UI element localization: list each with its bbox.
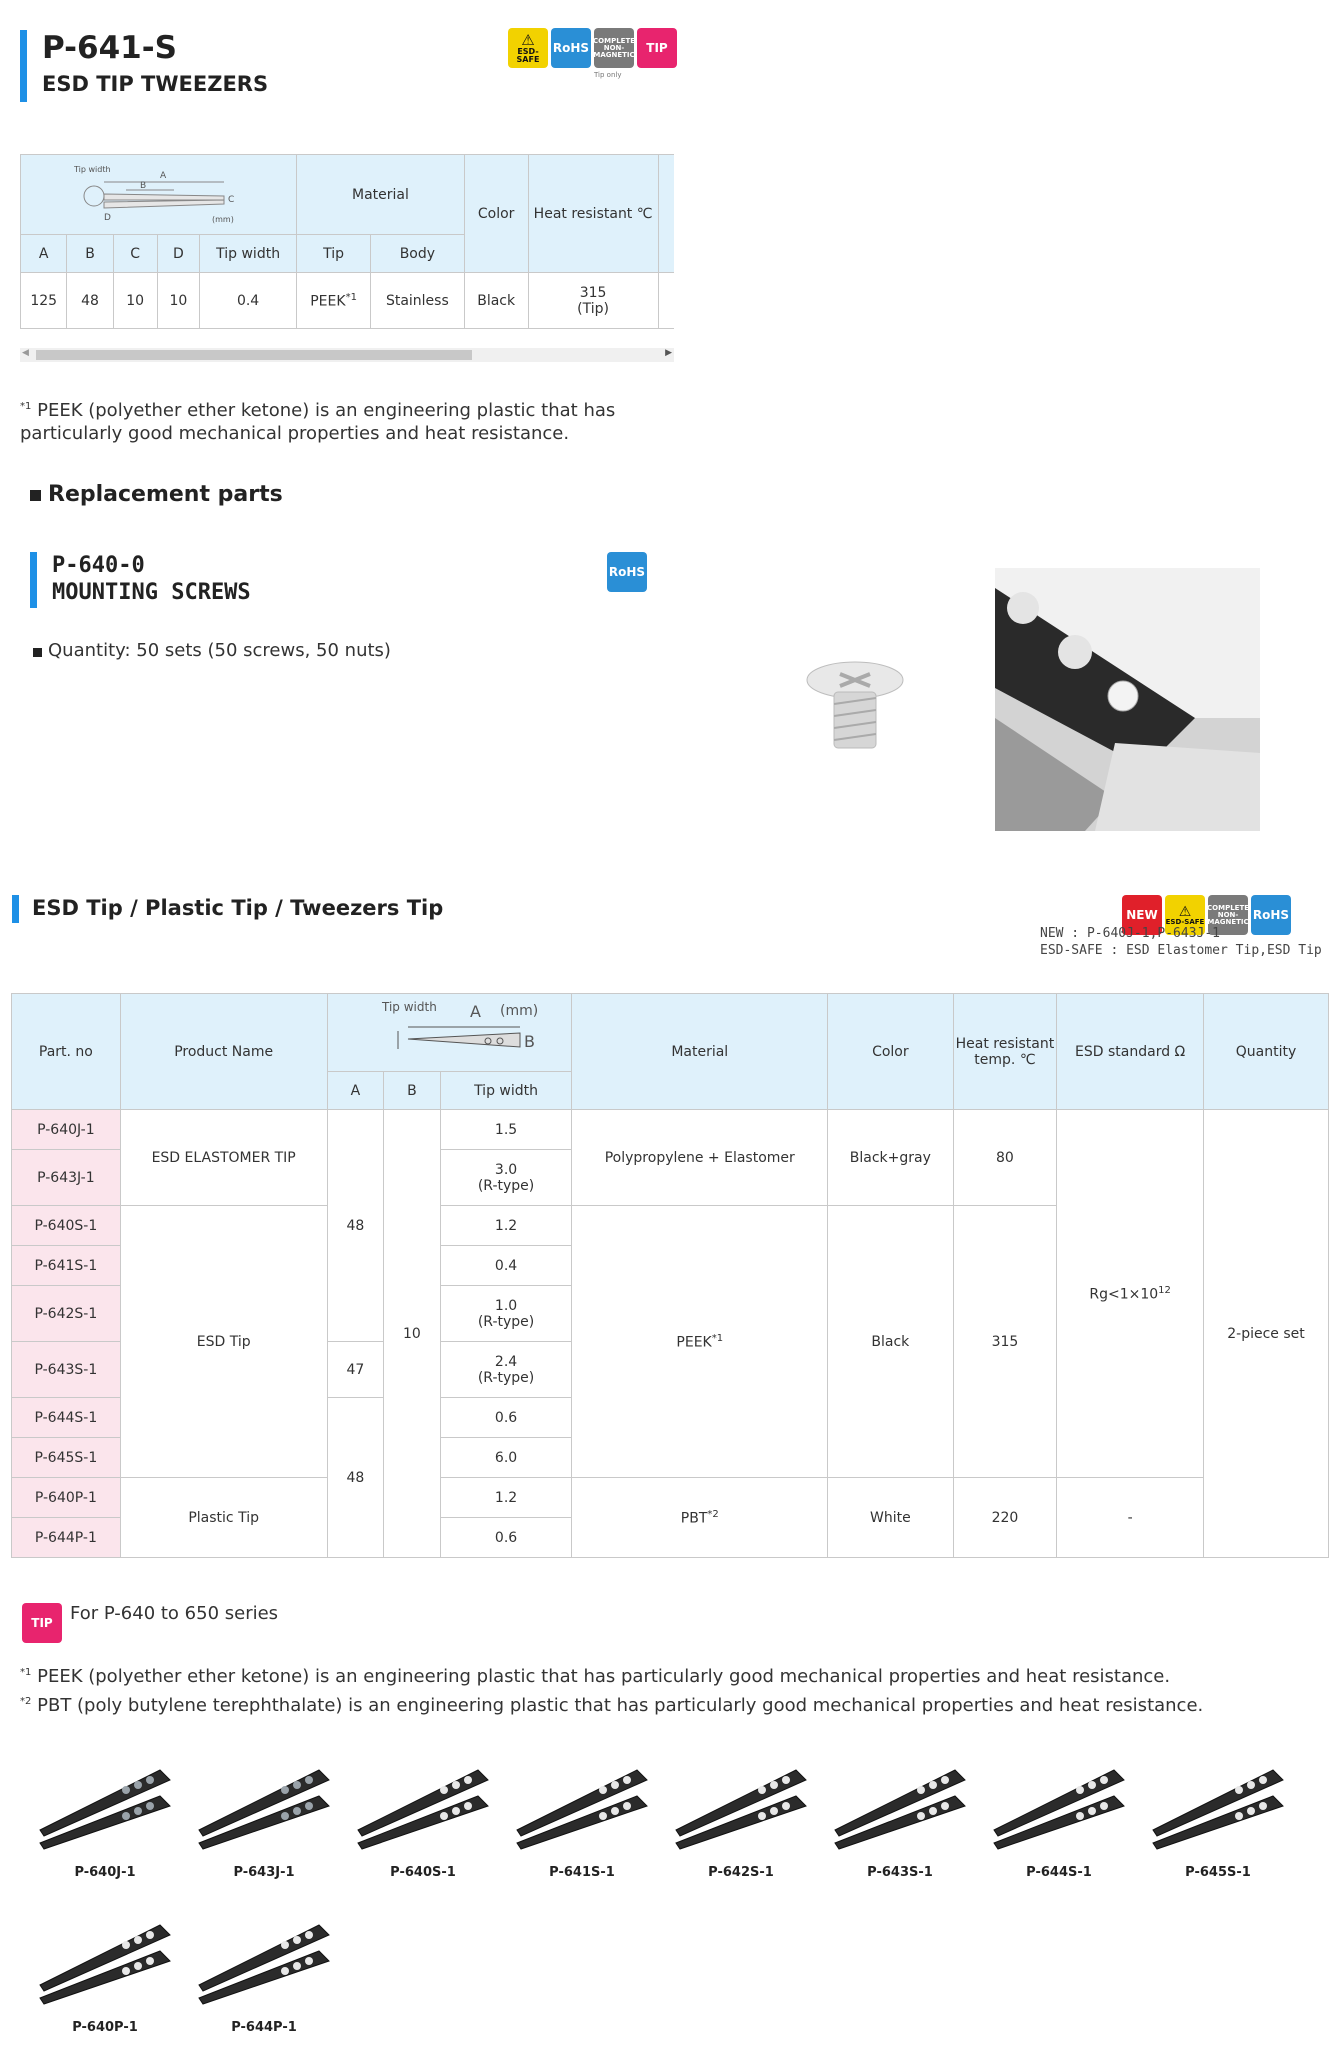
part-no-cell: P-644P-1 bbox=[12, 1518, 121, 1558]
a-value-48: 48 bbox=[327, 1110, 384, 1342]
esd-warning-icon-2: ⚠ bbox=[1178, 903, 1192, 920]
tip-label: TIP bbox=[646, 41, 668, 55]
replacement-quantity: Quantity: 50 sets (50 screws, 50 nuts) bbox=[48, 640, 391, 661]
tips-header-quantity: Quantity bbox=[1204, 994, 1329, 1110]
tip-diagram-units: (mm) bbox=[499, 1002, 538, 1019]
tip-only-note: Tip only bbox=[594, 71, 622, 79]
part-no-cell: P-644S-1 bbox=[12, 1398, 121, 1438]
non-magnetic-label: COMPLETE NON-MAGNETIC bbox=[593, 36, 635, 59]
tip-width-value: 1.0 bbox=[494, 1297, 518, 1314]
footer-note-2 bbox=[20, 1690, 1320, 1717]
esd-value-exp: 12 bbox=[1158, 1284, 1171, 1296]
tip-image bbox=[189, 1760, 339, 1860]
part-no-cell: P-640P-1 bbox=[12, 1478, 121, 1518]
rohs-badge-2 bbox=[1251, 895, 1291, 935]
a-value-47: 47 bbox=[327, 1342, 384, 1398]
part-no-cell: P-643S-1 bbox=[12, 1342, 121, 1398]
non-magnetic-badge bbox=[594, 28, 634, 68]
tips-accent-bar bbox=[12, 895, 19, 923]
replacement-bullet bbox=[30, 490, 41, 501]
spec-cell-c: 10 bbox=[113, 273, 157, 329]
heat-elastomer: 80 bbox=[953, 1110, 1057, 1206]
tips-header-partno: Part. no bbox=[12, 994, 121, 1110]
peek-note-mark: *1 bbox=[20, 401, 32, 412]
part-no-cell: P-641S-1 bbox=[12, 1246, 121, 1286]
part-no-cell: P-645S-1 bbox=[12, 1438, 121, 1478]
spec-cell-d: 10 bbox=[157, 273, 199, 329]
material-plastic-sup: *2 bbox=[707, 1508, 719, 1520]
spec-cell-overflow bbox=[658, 273, 674, 329]
heat-plastic: 220 bbox=[953, 1478, 1057, 1558]
replacement-accent-bar bbox=[30, 552, 37, 608]
footer-note-1-text: PEEK (polyether ether ketone) is an engineering plastic that has particularly good mechanical properties and heat resistance. bbox=[37, 1666, 1171, 1687]
spec-cell-b: 48 bbox=[67, 273, 113, 329]
quantity-value: 2-piece set bbox=[1204, 1110, 1329, 1558]
product-name-esd: ESD Tip bbox=[120, 1206, 327, 1478]
tip-image bbox=[666, 1760, 816, 1860]
esd-note: ESD-SAFE : ESD Elastomer Tip,ESD Tip bbox=[1040, 943, 1322, 958]
scroll-thumb[interactable] bbox=[36, 350, 472, 360]
table-scrollbar[interactable] bbox=[20, 348, 674, 362]
tip-caption: P-644P-1 bbox=[231, 2020, 297, 2035]
material-plastic bbox=[572, 1478, 828, 1558]
tip-caption: P-640J-1 bbox=[74, 1865, 136, 1880]
replacement-code: P-640-0 bbox=[52, 553, 145, 578]
tip-image bbox=[1143, 1760, 1293, 1860]
tips-header-tipwidth: Tip width bbox=[440, 1072, 572, 1110]
replacement-name: MOUNTING SCREWS bbox=[52, 580, 251, 605]
tips-header-color: Color bbox=[828, 994, 954, 1110]
series-note: For P-640 to 650 series bbox=[70, 1603, 279, 1624]
tips-header-heat: Heat resistant temp. ℃ bbox=[953, 994, 1057, 1110]
footer-note-2-text: PBT (poly butylene terephthalate) is an engineering plastic that has particularly good mechanical properties and heat resistance. bbox=[37, 1695, 1204, 1716]
new-note: NEW : P-640J-1,P-643J-1 bbox=[1040, 926, 1221, 941]
material-esd bbox=[572, 1206, 828, 1478]
rohs-label-2: RoHS bbox=[1252, 908, 1290, 922]
spec-header-overflow bbox=[658, 155, 674, 273]
tip-image bbox=[30, 1915, 180, 2015]
quantity-bullet bbox=[33, 648, 42, 657]
tip-caption: P-645S-1 bbox=[1185, 1865, 1251, 1880]
tip-label-footer: TIP bbox=[31, 1616, 53, 1630]
material-esd-sup: *1 bbox=[711, 1332, 724, 1344]
part-no-cell: P-643J-1 bbox=[12, 1150, 121, 1206]
spec-cell-tip bbox=[297, 273, 371, 329]
product-subtitle: ESD TIP TWEEZERS bbox=[42, 72, 269, 96]
diagram-label-tipwidth: Tip width bbox=[73, 164, 111, 174]
tip-caption: P-643S-1 bbox=[867, 1865, 933, 1880]
tip-image bbox=[984, 1760, 1134, 1860]
tip-width-value: 3.0 bbox=[494, 1161, 518, 1178]
spec-cell-color: Black bbox=[464, 273, 528, 329]
spec-header-b: B bbox=[67, 235, 113, 273]
diagram-label-b: B bbox=[139, 180, 146, 191]
tweezer-dimension-diagram bbox=[74, 160, 244, 226]
esd-safe-label: ESD-SAFE bbox=[516, 46, 540, 64]
color-plastic: White bbox=[828, 1478, 954, 1558]
tip-dimension-diagram bbox=[360, 999, 540, 1063]
scroll-right-arrow[interactable]: ▶ bbox=[665, 348, 672, 358]
esd-safe-badge bbox=[508, 28, 548, 68]
tip-width-sub: (R-type) bbox=[477, 1369, 535, 1386]
non-magnetic-label-2: COMPLETE NON-MAGNETIC bbox=[1207, 903, 1249, 926]
tips-header-material: Material bbox=[572, 994, 828, 1110]
spec-diagram-cell bbox=[21, 155, 297, 235]
tip-width-cell bbox=[440, 1286, 572, 1342]
tip-width-cell: 6.0 bbox=[440, 1438, 572, 1478]
tip-image bbox=[825, 1760, 975, 1860]
tip-diagram-label-b: B bbox=[523, 1031, 535, 1051]
part-no-cell: P-640S-1 bbox=[12, 1206, 121, 1246]
product-name-elastomer: ESD ELASTOMER TIP bbox=[120, 1110, 327, 1206]
footer-note-1-mark: *1 bbox=[20, 1667, 32, 1678]
spec-header-a: A bbox=[21, 235, 67, 273]
tip-caption: P-640P-1 bbox=[72, 2020, 138, 2035]
tip-badge bbox=[637, 28, 677, 68]
tip-width-cell: 1.5 bbox=[440, 1110, 572, 1150]
product-code: P-641-S bbox=[42, 30, 177, 66]
diagram-label-a: A bbox=[159, 170, 166, 181]
tip-caption: P-640S-1 bbox=[390, 1865, 456, 1880]
tip-diagram-label-a: A bbox=[469, 1001, 481, 1021]
tip-badge-footer bbox=[22, 1603, 62, 1643]
tip-width-sub: (R-type) bbox=[477, 1313, 535, 1330]
screw-image bbox=[800, 652, 910, 762]
tip-width-cell: 0.4 bbox=[440, 1246, 572, 1286]
heat-esd: 315 bbox=[953, 1206, 1057, 1478]
tips-header-product: Product Name bbox=[120, 994, 327, 1110]
tip-width-sub: (R-type) bbox=[477, 1177, 535, 1194]
esd-value-base: Rg<1×10 bbox=[1089, 1286, 1159, 1303]
spec-table bbox=[20, 154, 674, 329]
tip-image bbox=[507, 1760, 657, 1860]
color-esd: Black bbox=[828, 1206, 954, 1478]
spec-heat-sub: (Tip) bbox=[577, 300, 609, 317]
esd-safe-label-2: ESD-SAFE bbox=[1165, 917, 1205, 926]
diagram-label-c: C bbox=[227, 194, 234, 205]
spec-heat-value: 315 bbox=[579, 284, 607, 301]
tip-width-cell: 0.6 bbox=[440, 1518, 572, 1558]
spec-cell-tipwidth: 0.4 bbox=[200, 273, 297, 329]
scroll-left-arrow[interactable]: ◀ bbox=[22, 348, 29, 358]
rohs-badge bbox=[551, 28, 591, 68]
footer-note-2-mark: *2 bbox=[20, 1696, 32, 1707]
spec-header-d: D bbox=[157, 235, 199, 273]
tip-width-value: 2.4 bbox=[494, 1353, 518, 1370]
spec-cell-heat bbox=[528, 273, 658, 329]
tweezer-closeup-image bbox=[995, 568, 1260, 831]
a-value-48b: 48 bbox=[327, 1398, 384, 1558]
tip-width-cell: 1.2 bbox=[440, 1206, 572, 1246]
rohs-badge-screws bbox=[607, 552, 647, 592]
spec-cell-body: Stainless bbox=[371, 273, 465, 329]
tips-header-a: A bbox=[327, 1072, 384, 1110]
part-no-cell: P-640J-1 bbox=[12, 1110, 121, 1150]
spec-cell-a: 125 bbox=[21, 273, 67, 329]
diagram-label-d: D bbox=[103, 212, 111, 223]
tip-caption: P-643J-1 bbox=[233, 1865, 295, 1880]
peek-note bbox=[20, 395, 660, 445]
material-elastomer: Polypropylene + Elastomer bbox=[572, 1110, 828, 1206]
rohs-label: RoHS bbox=[552, 41, 590, 55]
diagram-units: (mm) bbox=[211, 214, 234, 224]
rohs-label-screws: RoHS bbox=[608, 565, 646, 579]
material-esd-value: PEEK bbox=[676, 1334, 712, 1351]
tip-diagram-label-tip: Tip width bbox=[381, 999, 437, 1014]
tips-diagram-cell bbox=[327, 994, 572, 1072]
tip-width-cell: 0.6 bbox=[440, 1398, 572, 1438]
tips-header-b: B bbox=[384, 1072, 441, 1110]
esd-standard-value bbox=[1057, 1110, 1204, 1478]
footer-note-1 bbox=[20, 1661, 1320, 1688]
tip-caption: P-642S-1 bbox=[708, 1865, 774, 1880]
tip-width-cell: 1.2 bbox=[440, 1478, 572, 1518]
spec-header-c: C bbox=[113, 235, 157, 273]
tip-caption: P-641S-1 bbox=[549, 1865, 615, 1880]
tip-image bbox=[30, 1760, 180, 1860]
spec-header-color: Color bbox=[464, 155, 528, 273]
b-value-10: 10 bbox=[384, 1110, 441, 1558]
tips-header-esd: ESD standard Ω bbox=[1057, 994, 1204, 1110]
color-elastomer: Black+gray bbox=[828, 1110, 954, 1206]
tip-caption: P-644S-1 bbox=[1026, 1865, 1092, 1880]
title-accent-bar bbox=[20, 30, 27, 102]
peek-note-text: PEEK (polyether ether ketone) is an engineering plastic that has particularly good mechanical properties and heat resistance. bbox=[20, 400, 616, 444]
material-plastic-value: PBT bbox=[680, 1510, 708, 1527]
spec-tip-sup: *1 bbox=[345, 291, 357, 303]
spec-tip-value: PEEK bbox=[310, 293, 346, 310]
product-name-plastic: Plastic Tip bbox=[120, 1478, 327, 1558]
replacement-heading: Replacement parts bbox=[48, 482, 283, 507]
tip-width-cell bbox=[440, 1342, 572, 1398]
spec-header-body: Body bbox=[371, 235, 465, 273]
tips-table bbox=[11, 993, 1329, 1558]
tip-width-cell bbox=[440, 1150, 572, 1206]
new-label: NEW bbox=[1126, 908, 1158, 922]
esd-warning-icon: ⚠ bbox=[521, 30, 535, 49]
spec-header-tipwidth: Tip width bbox=[200, 235, 297, 273]
spec-material-group: Material bbox=[297, 155, 465, 235]
spec-header-tip: Tip bbox=[297, 235, 371, 273]
part-no-cell: P-642S-1 bbox=[12, 1286, 121, 1342]
tips-heading: ESD Tip / Plastic Tip / Tweezers Tip bbox=[32, 896, 444, 920]
esd-plastic: - bbox=[1057, 1478, 1204, 1558]
tip-image bbox=[189, 1915, 339, 2015]
tip-image bbox=[348, 1760, 498, 1860]
spec-header-heat: Heat resistant ℃ bbox=[528, 155, 658, 273]
